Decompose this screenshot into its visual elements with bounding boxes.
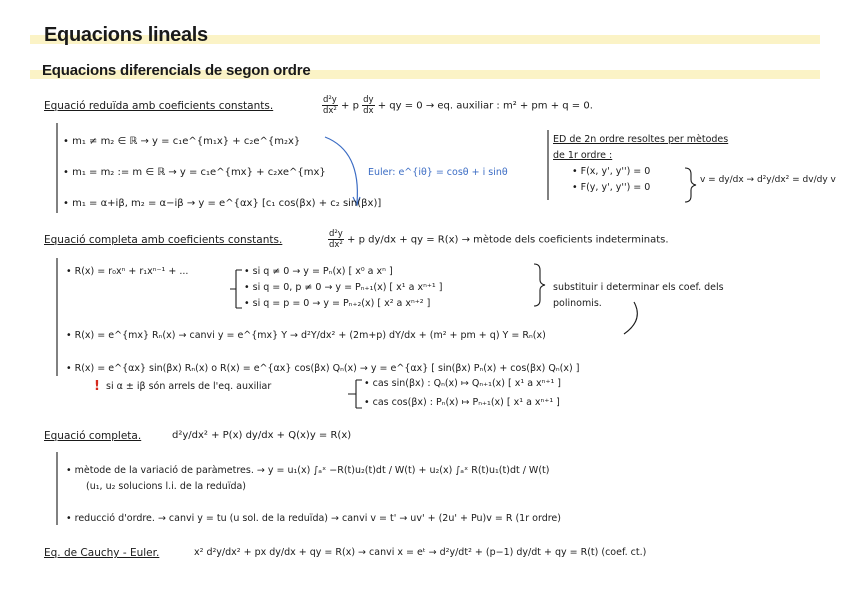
case-2-text: m₁ = m₂ := m ∈ ℝ → y = c₁e^{mx} + c₂xe^{mx} <box>72 167 326 178</box>
box-item-2: • F(y, y', y'') = 0 <box>572 182 651 193</box>
poly-note-1: substituir i determinar els coef. dels <box>553 282 724 293</box>
vp-text: mètode de la variació de paràmetres. → y = u₁(x) ∫ₐˣ −R(t)u₂(t)dt / W(t) + u₂(x) ∫ₐˣ R(t)u₁(t)dt / W(t) <box>74 465 550 476</box>
complete-second-derivative: $\frac{\text{d²y}}{\text{dx²}}$ <box>329 229 343 250</box>
complete-const-tail: + p dy/dx + qy = R(x) → mètode dels coeficients indeterminats. <box>347 234 669 246</box>
box-item-1-text: F(x, y', y'') = 0 <box>580 166 651 177</box>
poly-sub-1-text: si q ≠ 0 → y = Pₙ(x) [ x⁰ a xⁿ ] <box>252 266 393 277</box>
case-3-text: m₁ = α+iβ, m₂ = α−iβ → y = e^{αx} [c₁ cos(βx) + c₂ sin(βx)] <box>72 198 382 209</box>
page-title: Equacions lineals <box>44 24 208 46</box>
warning-icon: ! <box>94 379 100 394</box>
poly-sub-3: • si q = p = 0 → y = Pₙ₊₂(x) [ x² a xⁿ⁺² ] <box>244 298 431 309</box>
poly-sub-2: • si q = 0, p ≠ 0 → y = Pₙ₊₁(x) [ x¹ a xⁿ⁺¹ ] <box>244 282 443 293</box>
exp-case: • R(x) = e^{mx} Rₙ(x) → canvi y = e^{mx} Y → d²Y/dx² + (2m+p) dY/dx + (m² + pm + q) Y = Rₙ(x) <box>66 330 546 341</box>
box-title-1: ED de 2n ordre resoltes per mètodes <box>553 134 729 145</box>
vp-note: (u₁, u₂ solucions l.i. de la reduïda) <box>86 481 247 492</box>
poly-case: • R(x) = r₀xⁿ + r₁xⁿ⁻¹ + ... <box>66 266 189 277</box>
cauchy-equation: x² d²y/dx² + px dy/dx + qy = R(x) → canvi x = eᵗ → d²y/dt² + (p−1) dy/dt + qy = R(t) (coef. ct.) <box>194 547 647 558</box>
reduced-equation <box>322 95 593 116</box>
trig-sub-1-text: cas sin(βx) : Qₙ(x) ↦ Qₙ₊₁(x) [ x¹ a xⁿ⁺¹ ] <box>372 378 561 389</box>
reduced-equation-p: + p <box>341 100 359 112</box>
box-result: v = dy/dx → d²y/dx² = dv/dy v <box>700 175 836 185</box>
page-subtitle: Equacions diferencials de segon ordre <box>42 62 311 79</box>
cauchy-heading: Eq. de Cauchy - Euler. <box>44 547 160 559</box>
trig-note: si α ± iβ són arrels de l'eq. auxiliar <box>106 381 272 392</box>
box-item-1: • F(x, y', y'') = 0 <box>572 166 651 177</box>
reduction-of-order: • reducció d'ordre. → canvi y = tu (u sol. de la reduïda) → canvi v = t' → uv' + (2u' + Pu)v = R (1r ordre) <box>66 513 561 524</box>
trig-case-text: R(x) = e^{αx} sin(βx) Rₙ(x) o R(x) = e^{αx} cos(βx) Qₙ(x) → y = e^{αx} [ sin(βx) Pₙ(x) + cos(βx) Qₙ(x) ] <box>74 363 580 374</box>
complete-const-equation <box>328 229 669 250</box>
poly-note-2: polinomis. <box>553 298 602 309</box>
reduction-text: reducció d'ordre. → canvi y = tu (u sol. de la reduïda) → canvi v = t' → uv' + (2u' + Pu)v = R (1r ordre) <box>74 513 561 524</box>
poly-sub-2-text: si q = 0, p ≠ 0 → y = Pₙ₊₁(x) [ x¹ a xⁿ⁺¹ ] <box>252 282 443 293</box>
trig-sub-2: • cas cos(βx) : Pₙ(x) ↦ Pₙ₊₁(x) [ x¹ a xⁿ⁺¹ ] <box>364 397 560 408</box>
reduced-equation-tail: + qy = 0 → eq. auxiliar : m² + pm + q = 0. <box>377 100 593 112</box>
poly-sub-1: • si q ≠ 0 → y = Pₙ(x) [ x⁰ a xⁿ ] <box>244 266 393 277</box>
poly-sub-3-text: si q = p = 0 → y = Pₙ₊₂(x) [ x² a xⁿ⁺² ] <box>252 298 431 309</box>
complete-equation: d²y/dx² + P(x) dy/dx + Q(x)y = R(x) <box>172 430 352 441</box>
poly-case-text: R(x) = r₀xⁿ + r₁xⁿ⁻¹ + ... <box>74 266 189 277</box>
trig-sub-2-text: cas cos(βx) : Pₙ(x) ↦ Pₙ₊₁(x) [ x¹ a xⁿ⁺¹ ] <box>372 397 560 408</box>
reduced-case-1: • m₁ ≠ m₂ ∈ ℝ → y = c₁e^{m₁x} + c₂e^{m₂x} <box>63 136 301 147</box>
case-1-text: m₁ ≠ m₂ ∈ ℝ → y = c₁e^{m₁x} + c₂e^{m₂x} <box>72 136 301 147</box>
second-derivative-fraction: $\frac{\text{d²y}}{\text{dx²}}$ <box>323 95 337 116</box>
variation-of-parameters: • mètode de la variació de paràmetres. → y = u₁(x) ∫ₐˣ −R(t)u₂(t)dt / W(t) + u₂(x) ∫ₐˣ R(t)u₁(t)dt / W(t) <box>66 465 550 476</box>
reduced-case-2: • m₁ = m₂ := m ∈ ℝ → y = c₁e^{mx} + c₂xe^{mx} <box>63 167 326 178</box>
reduced-heading: Equació reduïda amb coeficients constants. <box>44 100 274 112</box>
euler-formula: Euler: e^{iθ} = cosθ + i sinθ <box>368 167 508 178</box>
box-title-2: de 1r ordre : <box>553 150 613 161</box>
box-item-2-text: F(y, y', y'') = 0 <box>580 182 651 193</box>
first-derivative-fraction: $\frac{dy}{dx}$ <box>363 95 374 116</box>
reduced-case-3: • m₁ = α+iβ, m₂ = α−iβ → y = e^{αx} [c₁ cos(βx) + c₂ sin(βx)] <box>63 198 382 209</box>
complete-const-heading: Equació completa amb coeficients constants. <box>44 234 283 246</box>
trig-sub-1: • cas sin(βx) : Qₙ(x) ↦ Qₙ₊₁(x) [ x¹ a xⁿ⁺¹ ] <box>364 378 561 389</box>
complete-heading: Equació completa. <box>44 430 142 442</box>
trig-case: • R(x) = e^{αx} sin(βx) Rₙ(x) o R(x) = e^{αx} cos(βx) Qₙ(x) → y = e^{αx} [ sin(βx) Pₙ(x) + cos(βx) Qₙ(x) ] <box>66 363 580 374</box>
exp-case-text: R(x) = e^{mx} Rₙ(x) → canvi y = e^{mx} Y → d²Y/dx² + (2m+p) dY/dx + (m² + pm + q) Y = Rₙ(x) <box>74 330 546 341</box>
